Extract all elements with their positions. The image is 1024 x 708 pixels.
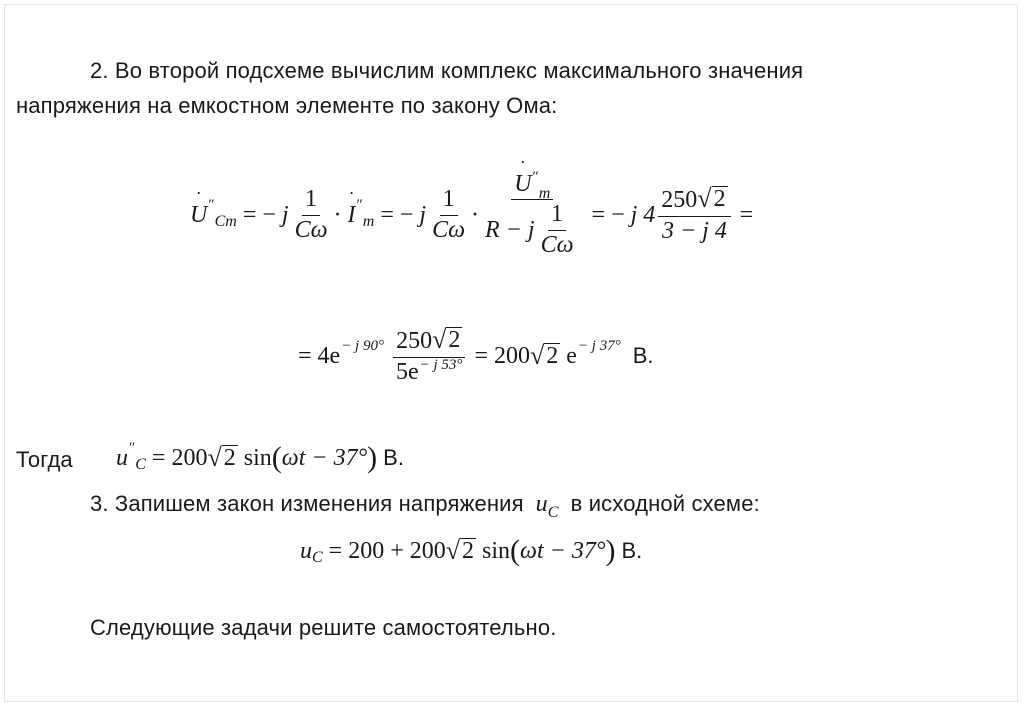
fraction-250-root2-over-5e: 250 √ 2 $5e^{- j 53^\circ}$ — [393, 327, 465, 385]
equation-3: u C = 200 + 200 √ 2 sin ( ωt − 37° ) В. — [300, 534, 643, 567]
eq2-unit: В. — [632, 343, 654, 368]
paragraph-2-line-2: напряжения на емкостном элементе по закону Ома: — [16, 93, 558, 118]
togda-word: Тогда — [16, 447, 73, 472]
equation-togda: u ″ C = 200 √ 2 sin ( ωt − 37° ) В. — [116, 439, 404, 474]
equation-2: = 4e − j 90° 250 √ 2 $5e^{- j 53^\circ}$ = 200 √ 2 e − j 37° В. — [298, 325, 654, 385]
fraction-1-over-c-omega: $\frac{1}{C\omega}$ — [294, 186, 328, 243]
fraction-u-over-impedance: U $˙''_m$ R − j $\frac{1}{C\omega}$ — [482, 172, 582, 258]
i-m-dot-symbol: I ˙ — [348, 202, 356, 229]
equation-1: U ˙ ″ Cm = − j $\frac{1}{C\omega}$ · I ˙ ″ m = − j $\frac{1}{C\omega}$ · U $˙''_m$ R − j $\frac{1}{C\omega}$ = − j 4 250 √ 2 3 − j 4 = — [190, 160, 753, 270]
eq1-j: j — [281, 201, 289, 228]
paragraph-3: 3. Запишем закон изменения напряжения u C в исходной схеме: — [90, 491, 760, 521]
cdot: · — [333, 201, 342, 228]
eq1-equals-minus: = − — [242, 201, 276, 228]
paragraph-2-line-1: 2. Во второй подсхеме вычислим комплекс максимального значения — [90, 58, 804, 83]
u-c-dot-symbol: U ˙ — [190, 202, 207, 229]
fraction-250-root2-over-3-j4: 250 √ 2 3 − j 4 — [658, 186, 730, 244]
u-c-subscript: Cm — [214, 213, 237, 230]
fraction-1-over-c-omega-2: $\frac{1}{C\omega}$ — [432, 186, 466, 243]
closing-text: Следующие задачи решите самостоятельно. — [90, 615, 557, 640]
